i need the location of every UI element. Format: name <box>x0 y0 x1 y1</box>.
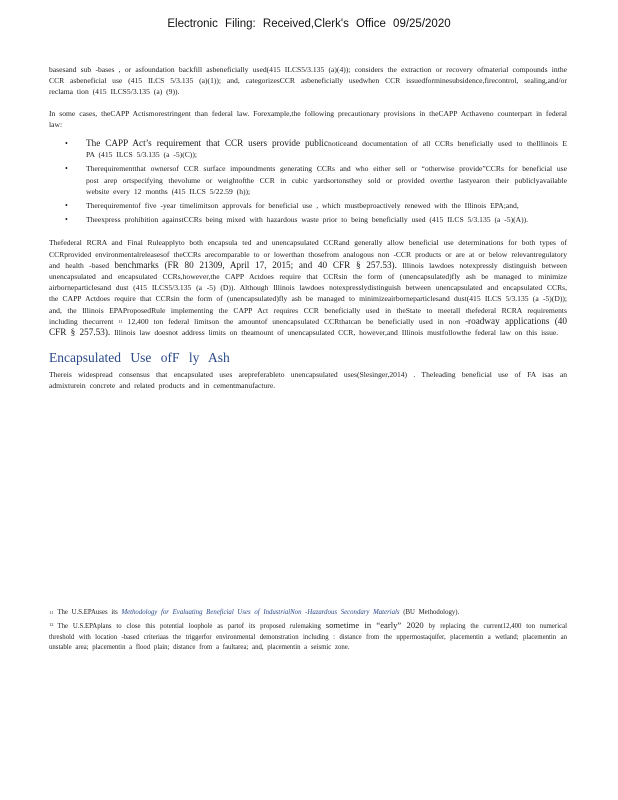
footnote-12 <box>49 620 567 653</box>
list-item: • Therequirementthat ownersof CCR surface impoundments generating CCRs and who either sell or “otherwise provide”CCRs for beneficial use post arep ortspecifying thevolume or weightofthe CCR in cubic yardsortonsthey sold or provided overthe lastyearon their publiclyavailable website every 12 months (415 ILCS 5/22.59 (h)); <box>86 163 567 197</box>
paragraph-beneficial-uses: basesand sub -bases , or asfoundation backfill asbeneficially used(415 ILCS5/3.135 (a)(4)); considers the extraction or recovery ofmaterial compounds inthe CCR asbeneficial use (415 ILCS 5/3.135 (a)(1)); and, categorizesCCR asbeneficially usedwhen CCR issuedforminesubsidence,firecontrol, sealing,and/or reclama tion (415 ILCS5/3.135 (a) (9)). <box>49 65 567 97</box>
list-item: • Theexpress prohibition againstCCRs being mixed with hazardous waste prior to being beneficially used (415 ILCS 5/3.135 (a -5)(A)). <box>86 214 567 225</box>
list-item-rest: noticeand documentation of all CCRs beneficially used to theIllinois E PA (415 ILCS 5/3.135 (a -5)(C)); <box>86 139 567 160</box>
section-heading-encapsulated-use: Encapsulated Use ofF ly Ash <box>49 350 230 366</box>
list-item <box>86 138 567 160</box>
roadway-citation: -roadway applications (40 CFR § 257.53). <box>49 315 567 338</box>
footnote-text-pre: The U.S.EPAplans to close this potential loophole as partof its proposed rulemaking <box>57 623 321 631</box>
filing-header: Electronic Filing: Received,Clerk's Office 09/25/2020 <box>167 18 451 30</box>
rcra-text-part2: Illinois lawdoes notexpressly distinguish between unencapsulated and encapsulated CCRs,however,the CAPP Actdoes require that CCRsin the form of (unencapsulated)fly ash be managed to minimize airborneparticlesand dust (415 ILCS5/3.135 (a -5) (D)). Although Illinois lawdoes notexpresslydistinguish between unencapsulated and encapsulated CCRs, the CAPP Actdoes require that CCRsin the form of (unencapsulated)fly ash be managed to minimizeairborneparticlesand dust(415 ILCS 5/3.135 (a -5)(D)); and, the Illinois EPAProposedRule implementing the CAPP Act requires CCR beneficially used in theState to meetall thefederal RCRA requirements including thecurrent <box>49 260 568 326</box>
footnotes-section <box>49 608 567 656</box>
list-item-lead: The CAPP Act’s requirement that CCR users provide public <box>86 138 329 149</box>
document-body <box>49 64 567 392</box>
footnote-text-pre: The U.S.EPAuses its <box>57 609 118 616</box>
footnote-text-post: (BU Methodology). <box>403 609 460 616</box>
footnote-methodology-title: Methodology for Evaluating Beneficial Uses of IndustrialNon -Hazardous Secondary Materials <box>121 609 400 616</box>
list-item: • Therequirementof five -year timelimitson approvals for beneficial use , which mustbeproactively renewed with the Illinois EPA;and, <box>86 200 567 211</box>
footnote-ref-11: 11 <box>118 318 123 324</box>
footnote-number: 11 <box>49 610 54 615</box>
precautionary-provisions-list <box>49 138 567 225</box>
paragraph-encapsulated-consensus: Thereis widespread consensus that encapsulated uses arepreferableto unencapsulated uses(Slesinger,2014) . Theleading beneficial use of FA isas an admixturein concrete and related products and in cementmanufacture. <box>49 370 567 391</box>
rcra-text-part4: Illinois law doesnot address limits on theamount of unencapsulated CCR, however,and Illinois mustfollowthe federal law on this issue. <box>114 328 559 338</box>
paragraph-stringent-provisions: In some cases, theCAPP Actismorestringent than federal law. Forexample,the following precautionary provisions in theCAPP Acthaveno counterpart in federal law: <box>49 108 567 129</box>
footnote-number: 12 <box>49 622 54 628</box>
footnote-text-post: by replacing the current12,400 ton numerical threshold with location -based criteriaas the triggerfor environmental demonstration including : distance from the uppermostaquifer, placementin a wetland; placementin an unstable area; placementin a flood plain; distance from a faultarea; and, placementin a seismic zone. <box>49 623 568 652</box>
paragraph-federal-rcra <box>49 237 567 338</box>
rcra-text-part1: Thefederal RCRA and Final Ruleapplyto both encapsula ted and unencapsulated CCRand generally allow beneficial use determinations for both types of CCRprovided environmentalreleasesof theCCRs arecomparable to or lowerthan thosefrom analogous non -CCR products or are at or below relevantregulatory and health -based <box>49 238 567 270</box>
rcra-text-part3: 12,400 ton federal limitson the amountof unencapsulated CCRthatcan be beneficially used in non <box>127 316 461 326</box>
footnote-11 <box>49 608 567 618</box>
rcra-benchmarks-citation: benchmarks (FR 80 21309, April 17, 2015; and 40 CFR § 257.53). <box>114 259 397 270</box>
footnote-timing-emphasis: sometime in “early” 2020 <box>325 620 424 631</box>
